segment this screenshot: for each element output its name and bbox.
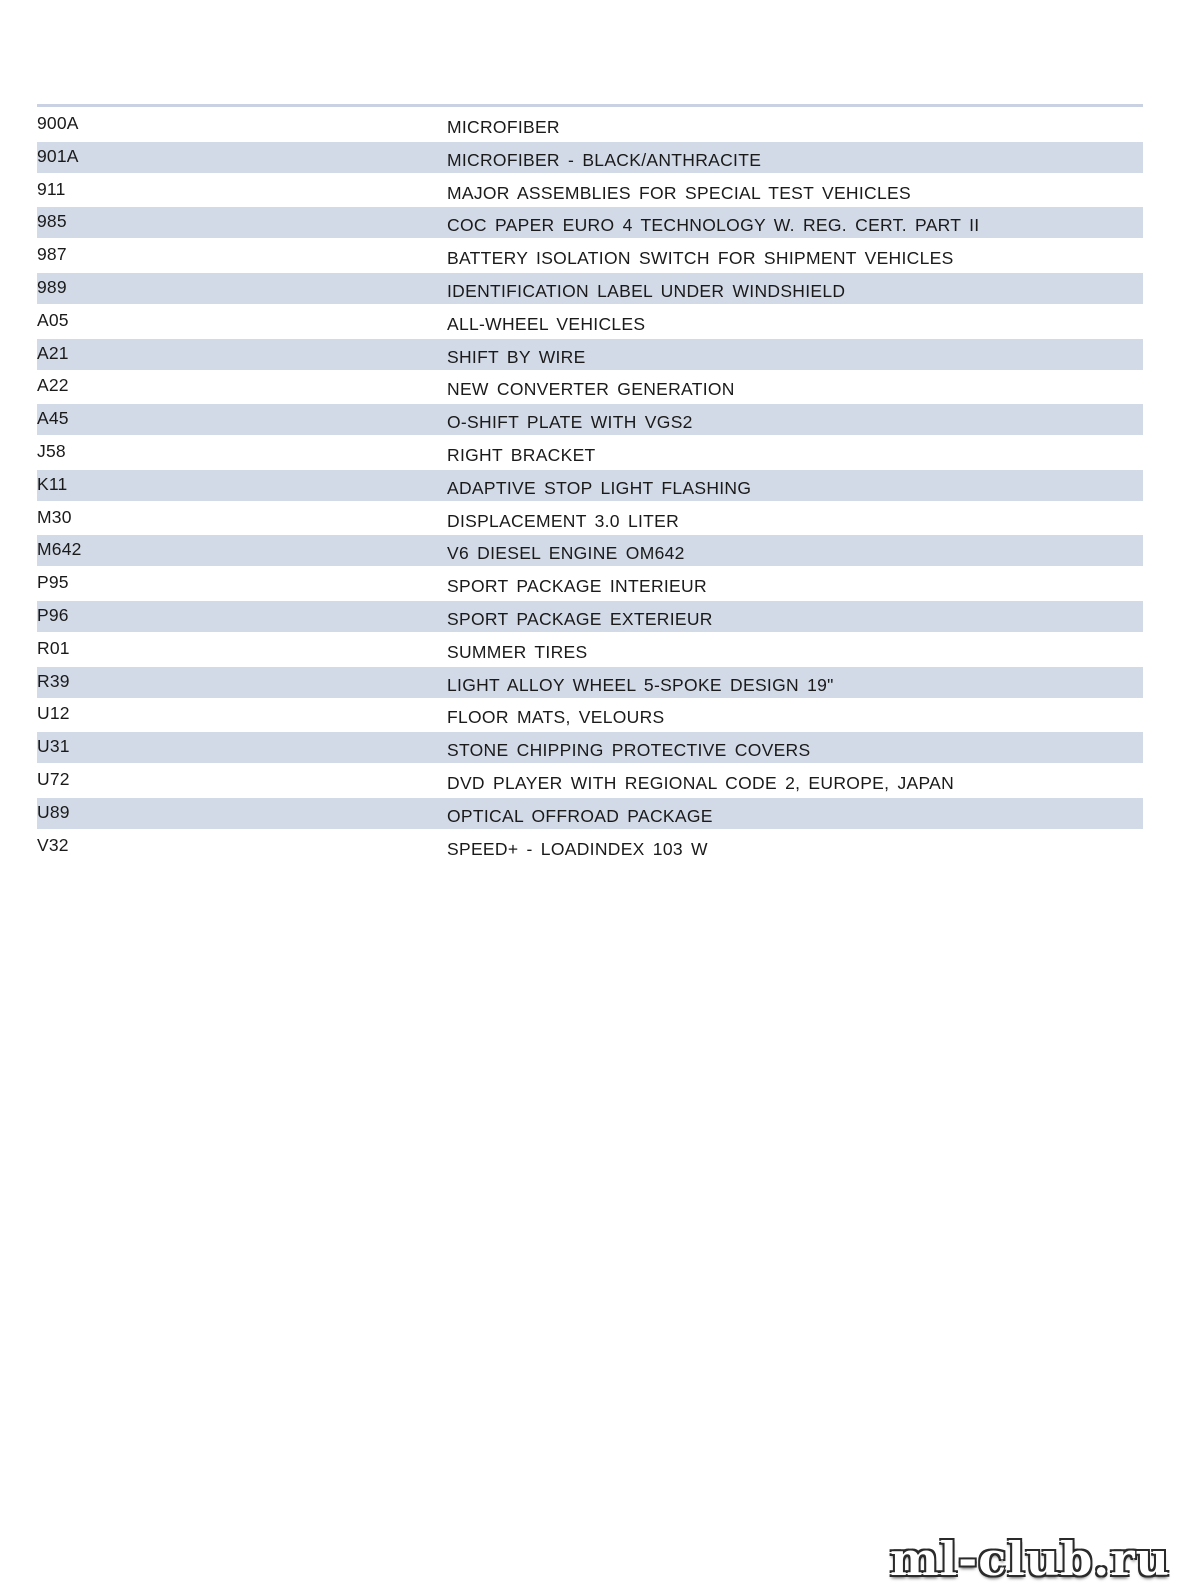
- table-row: [37, 470, 1143, 503]
- table-row: [37, 371, 1143, 404]
- option-code: 989: [37, 276, 67, 297]
- option-code: 901A: [37, 145, 79, 166]
- table-row: [37, 798, 1143, 831]
- table-row: [37, 503, 1143, 536]
- option-description: DVD PLAYER WITH REGIONAL CODE 2, EUROPE, JAPAN: [447, 772, 955, 793]
- option-code: A05: [37, 309, 69, 330]
- table-row: [37, 634, 1143, 667]
- option-description: STONE CHIPPING PROTECTIVE COVERS: [447, 740, 811, 761]
- table-row: [37, 306, 1143, 339]
- option-code-table: [37, 109, 1143, 863]
- option-description: ADAPTIVE STOP LIGHT FLASHING: [447, 477, 752, 498]
- option-code: K11: [37, 473, 68, 494]
- table-row: [37, 699, 1143, 732]
- option-description: MICROFIBER - BLACK/ANTHRACITE: [447, 149, 762, 170]
- table-row: [37, 831, 1143, 864]
- option-code: U31: [37, 736, 70, 757]
- option-description: SPORT PACKAGE INTERIEUR: [447, 576, 707, 597]
- option-description: SPEED+ - LOADINDEX 103 W: [447, 838, 708, 859]
- table-row: [37, 667, 1143, 700]
- option-code: M30: [37, 506, 72, 527]
- option-code: 985: [37, 211, 67, 232]
- option-description: MAJOR ASSEMBLIES FOR SPECIAL TEST VEHICLES: [447, 182, 911, 203]
- option-code: J58: [37, 440, 66, 461]
- option-description: RIGHT BRACKET: [447, 444, 596, 465]
- option-description: COC PAPER EURO 4 TECHNOLOGY W. REG. CERT. PART II: [447, 215, 980, 236]
- table-row: [37, 339, 1143, 372]
- row-band: [37, 634, 1143, 665]
- table-row: [37, 207, 1143, 240]
- option-description: BATTERY ISOLATION SWITCH FOR SHIPMENT VEHICLES: [447, 248, 954, 269]
- option-description: FLOOR MATS, VELOURS: [447, 707, 665, 728]
- option-code: A22: [37, 375, 69, 396]
- option-code: R39: [37, 670, 70, 691]
- table-row: [37, 142, 1143, 175]
- option-code: V32: [37, 834, 69, 855]
- table-row: [37, 601, 1143, 634]
- table-row: [37, 535, 1143, 568]
- table-row: [37, 240, 1143, 273]
- option-description: SHIFT BY WIRE: [447, 346, 586, 367]
- option-code: 900A: [37, 113, 79, 133]
- option-code: R01: [37, 637, 70, 658]
- option-description: MICROFIBER: [447, 117, 560, 137]
- option-description: IDENTIFICATION LABEL UNDER WINDSHIELD: [447, 280, 846, 301]
- option-code: P95: [37, 572, 69, 593]
- watermark-text: ml-club.ru: [889, 1532, 1170, 1586]
- option-description: V6 DIESEL ENGINE OM642: [447, 543, 685, 564]
- option-description: O-SHIFT PLATE WITH VGS2: [447, 412, 693, 433]
- option-description: NEW CONVERTER GENERATION: [447, 379, 735, 400]
- row-band: [37, 339, 1143, 370]
- table-row: [37, 109, 1143, 142]
- option-description: ALL-WHEEL VEHICLES: [447, 313, 646, 334]
- table-row: [37, 437, 1143, 470]
- option-code: U89: [37, 801, 70, 822]
- option-description: LIGHT ALLOY WHEEL 5-SPOKE DESIGN 19": [447, 674, 834, 695]
- option-code: A21: [37, 342, 69, 363]
- row-band: [37, 109, 1143, 140]
- option-code: U72: [37, 768, 70, 789]
- option-code: P96: [37, 604, 69, 625]
- table-row: [37, 175, 1143, 208]
- table-row: [37, 732, 1143, 765]
- option-description: SUMMER TIRES: [447, 641, 588, 662]
- option-description: OPTICAL OFFROAD PACKAGE: [447, 805, 713, 826]
- option-code: M642: [37, 539, 82, 560]
- option-code: 987: [37, 244, 67, 265]
- option-description: DISPLACEMENT 3.0 LITER: [447, 510, 680, 531]
- table-row: [37, 568, 1143, 601]
- option-code: U12: [37, 703, 70, 724]
- option-description: SPORT PACKAGE EXTERIEUR: [447, 608, 713, 629]
- option-code: A45: [37, 408, 69, 429]
- table-row: [37, 765, 1143, 798]
- option-code: 911: [37, 178, 66, 199]
- table-top-rule: [37, 104, 1143, 107]
- table-row: [37, 273, 1143, 306]
- table-row: [37, 404, 1143, 437]
